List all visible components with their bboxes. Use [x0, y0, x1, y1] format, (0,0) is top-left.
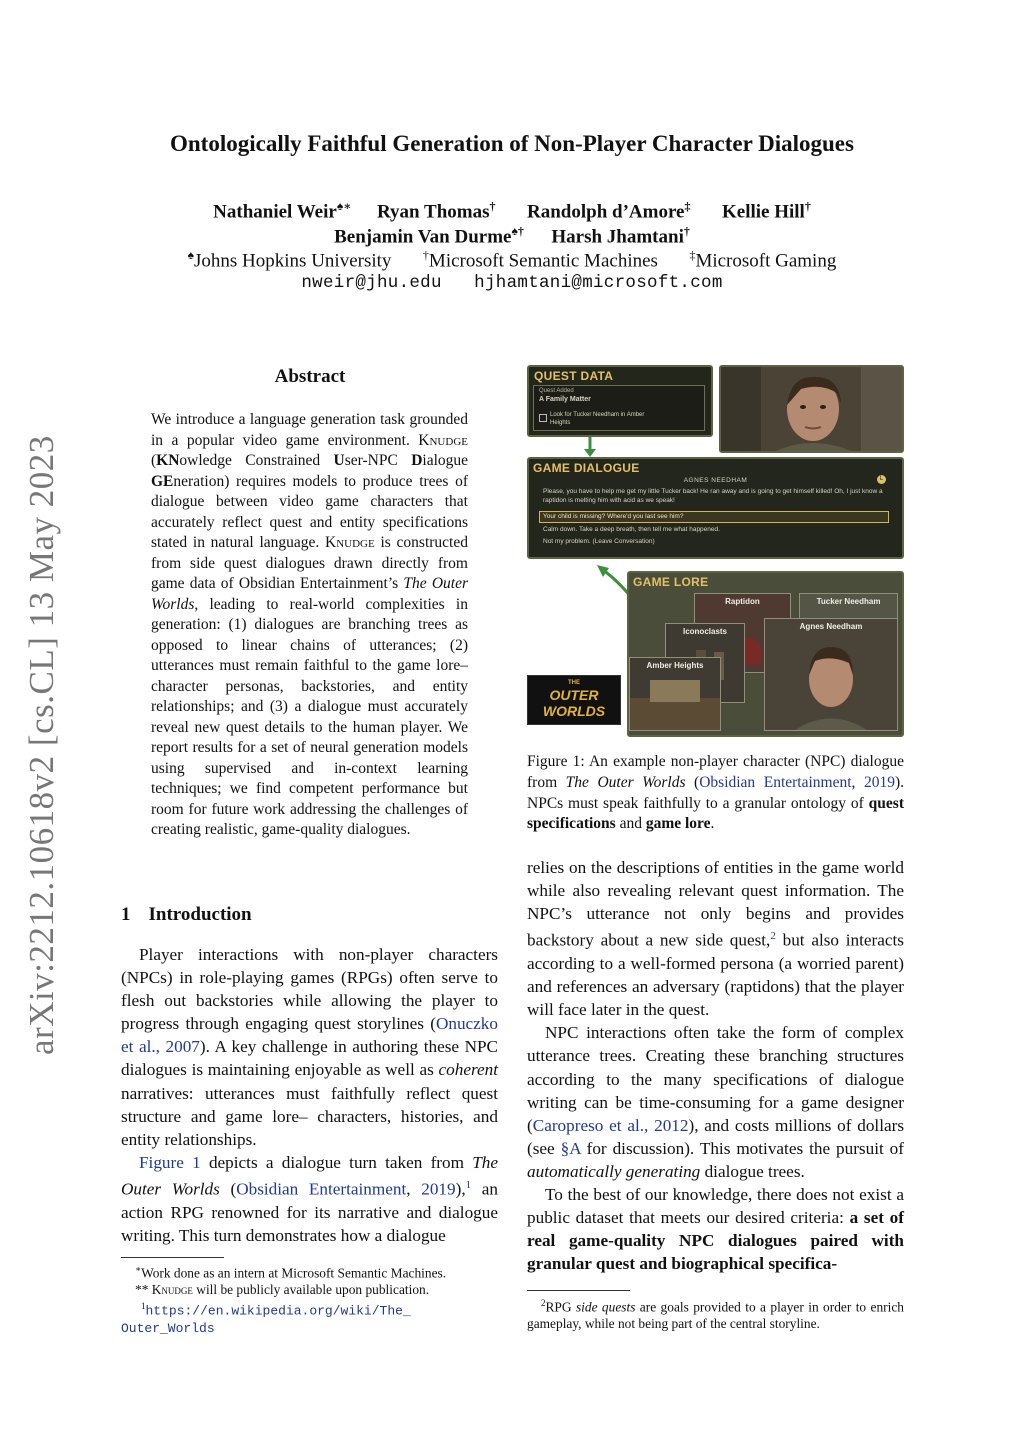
key-hint-icon: L — [877, 475, 886, 484]
dialogue-option-2[interactable]: Calm down. Take a deep breath, then tell me what happened. — [543, 526, 720, 533]
affil-mg: Microsoft Gaming — [695, 250, 837, 272]
author-mark: ♠∗ — [336, 199, 352, 213]
quest-data-title: QUEST DATA — [534, 369, 614, 383]
abstract-heading: Abstract — [274, 366, 346, 387]
figure-1-caption: Figure 1: An example non-player character (NPC) dialogue from The Outer Worlds (Obsidian Entertainment, 2019). NPCs must speak faithfully to a granular ontology of quest specifications and game lore. — [527, 753, 904, 833]
author-hill: Kellie Hill — [721, 201, 805, 223]
footnote-url[interactable]: https://en.wikipedia.org/wiki/The_ — [145, 1303, 411, 1319]
author-jhamtani: Harsh Jhamtani — [551, 226, 684, 248]
author-damore: Randolph d’Amore — [527, 201, 685, 223]
lore-card-agnes: Agnes Needham — [764, 618, 898, 731]
author-line-1 — [0, 199, 1024, 223]
npc-portrait-panel — [719, 365, 904, 453]
author-mark: † — [683, 224, 690, 238]
caption-citation-year[interactable]: 2019 — [863, 773, 895, 791]
game-dialogue-panel — [527, 457, 904, 559]
author-emails: nweir@jhu.edu hjhamtani@microsoft.com — [301, 273, 723, 293]
author-mark: † — [804, 199, 811, 213]
appendix-a-link[interactable]: §A — [560, 1138, 581, 1158]
lore-card-iconoclasts: Iconoclasts — [665, 623, 745, 703]
lore-card-amber-heights: Amber Heights — [629, 657, 721, 731]
intro-paragraph-3: NPC interactions often take the form of complex utterance trees. Creating these branching structures according to the many specifications of dialogue writing can be time-consuming for a game designer (Caropreso et al., 2012), and costs millions of dollars (see §A for discussion). This motivates the pursuit of automatically generating dialogue trees. — [527, 1023, 905, 1181]
affil-jhu: Johns Hopkins University — [194, 250, 392, 272]
game-dialogue-title: GAME DIALOGUE — [533, 461, 640, 475]
intro-paragraph-1: Player interactions with non-player characters (NPCs) in role-playing games (RPGs) often serve to flesh out backstories while allowing the player to progress through engaging quest storylines (Onuczko et al., 2007). A key challenge in authoring these NPC dialogues is maintaining enjoyable as well as coherent narratives: utterances must faithfully reflect quest structure and game lore– characters, histories, and entity relationships. — [121, 945, 499, 1149]
dialogue-option-1[interactable]: Your child is missing? Where'd you last see him? — [539, 511, 889, 523]
npc-name: AGNES NEEDHAM — [683, 477, 748, 484]
intro-left-column — [121, 943, 498, 1247]
author-line-2 — [0, 224, 1024, 248]
footnote-1: $^1$https://en.wikipedia.org/wiki/The_ — [141, 1301, 411, 1319]
abstract-body: We introduce a language generation task grounded in a popular video game environment. Knudge (KNowledge Constrained User-NPC Dialogue GEneration) requires models to produce trees of dialogue between video game characters that accurately reflect quest and entity specifications stated in natural language. Knudge is constructed from side quest dialogues drawn directly from game data of Obsidian Entertainment’s The Outer Worlds, leading to real-world complexities in generation: (1) dialogues are branching trees as opposed to linear chains of utterances; (2) utterances must remain faithful to the game lore–character personas, backstories, and entity relationships; and (3) a dialogue must accurately reveal new quest details to the human player. We report results for a set of neural generation models using supervised and in-context learning techniques; we find competent performance but room for future work addressing the challenges of creating realistic, game-quality dialogues. — [151, 411, 469, 838]
author-weir: Nathaniel Weir — [213, 201, 337, 223]
section-heading-introduction: 1 Introduction — [121, 904, 252, 925]
footnote-url-cont[interactable]: Outer_Worlds — [121, 1321, 215, 1337]
quest-data-panel — [527, 365, 713, 437]
outer-worlds-logo: THE OUTER WORLDS — [527, 675, 621, 725]
footnote-rule-right — [527, 1290, 630, 1291]
paper-title: Ontologically Faithful Generation of Non-Player Character Dialogues — [170, 131, 854, 156]
checkbox-icon — [539, 414, 547, 422]
quest-task: Look for Tucker Needham in Amber Heights — [550, 412, 645, 426]
affil-mark: ♠ — [187, 248, 195, 262]
game-lore-title: GAME LORE — [633, 575, 709, 589]
lore-card-tucker: Tucker Needham — [799, 593, 898, 625]
citation-obsidian-year[interactable]: 2019 — [421, 1179, 456, 1199]
intro-paragraph-2: Figure 1 depicts a dialogue turn taken from The Outer Worlds (Obsidian Entertainment, 2019),$^1$ an action RPG renowned for its narrative and dialogue writing. This turn demonstrates how a dialogue — [121, 1152, 499, 1245]
affiliations — [0, 248, 1024, 272]
footnote-release: ** Knudge will be publicly available upon publication. — [135, 1281, 430, 1297]
affil-mark: ‡ — [689, 248, 696, 262]
npc-line: Please, you have to help me get my little Tucker back! He ran away and is going to get himself killed! Oh, I just know a raptidon is melting him with acid as we speak! — [543, 488, 883, 504]
author-mark: ♠† — [511, 224, 524, 238]
citation-obsidian[interactable]: Obsidian Entertainment — [236, 1179, 407, 1199]
intro-right-column — [527, 856, 904, 1275]
footnote-2: $^2$RPG side quests are goals provided to a player in order to enrich gameplay, while not being part of the central storyline. — [527, 1298, 904, 1331]
footnotes-left — [121, 1261, 501, 1338]
citation-onuczko[interactable]: Onuczko et al., 2007 — [121, 1014, 498, 1057]
arxiv-identifier: arXiv:2212.10618v2 [cs.CL] 13 May 2023 — [22, 435, 61, 1055]
author-mark: † — [489, 199, 496, 213]
figure-1 — [527, 365, 904, 739]
lore-card-raptidon: Raptidon — [694, 593, 791, 673]
citation-caropreso[interactable]: Caropreso et al., 2012 — [532, 1115, 689, 1135]
footnote-rule — [121, 1257, 224, 1258]
footnote-star: ∗Work done as an intern at Microsoft Semantic Machines. — [135, 1264, 447, 1281]
author-vandurme: Benjamin Van Durme — [334, 226, 512, 248]
footnote-mark-2[interactable]: 2 — [770, 930, 776, 943]
intro-paragraph-4: To the best of our knowledge, there does not exist a public dataset that meets our desired criteria: a set of real game-quality NPC dialogues paired with granular quest and biographical specifica- — [527, 1185, 904, 1274]
quest-name: A Family Matter — [539, 396, 591, 403]
game-lore-panel — [627, 571, 904, 737]
figure-1-link[interactable]: Figure 1 — [139, 1152, 201, 1172]
affil-msm: Microsoft Semantic Machines — [428, 250, 658, 272]
agnes-portrait-image — [721, 367, 902, 451]
dialogue-option-3[interactable]: Not my problem. (Leave Conversation) — [543, 538, 655, 545]
quest-added-label: Quest Added — [539, 388, 574, 394]
author-mark: ‡ — [684, 199, 691, 213]
author-thomas: Ryan Thomas — [377, 201, 490, 223]
affil-mark: † — [422, 248, 429, 262]
caption-citation[interactable]: Obsidian Entertainment — [699, 773, 852, 791]
footnote-mark-1[interactable]: 1 — [465, 1178, 472, 1191]
intro-paragraph-2-cont: relies on the descriptions of entities in the game world while also revealing relevant quest information. The NPC’s utterance not only begins and provides backstory about a new side quest,$^2$ but also interacts according to a well-formed persona (a worried parent) and references an adversary (raptidons) that the player will face later in the quest. — [527, 858, 904, 1020]
